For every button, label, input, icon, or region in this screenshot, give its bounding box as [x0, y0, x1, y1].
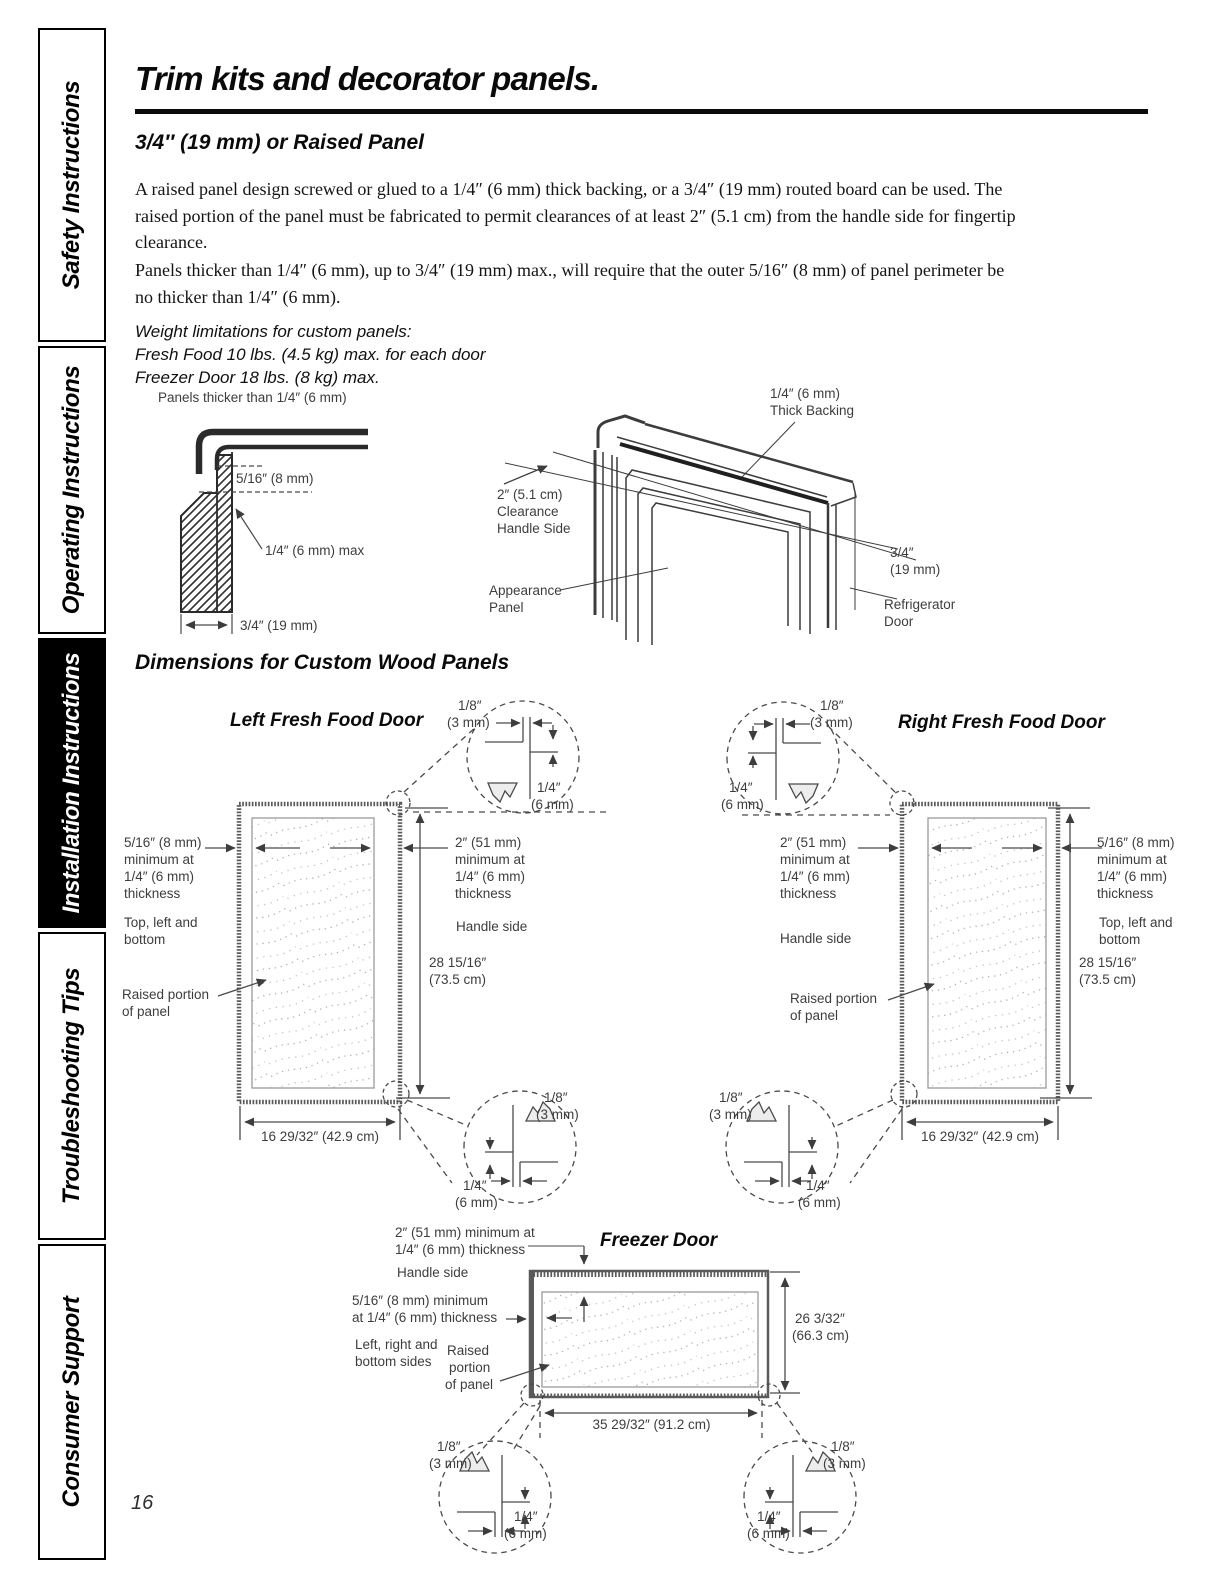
- left-door-2in-line4: thickness: [455, 886, 512, 901]
- freezer-left-callout-18: 1/8″: [437, 1439, 461, 1454]
- freezer-516-line1: 5/16″ (8 mm) minimum: [352, 1293, 489, 1308]
- right-bottom-callout-14: 1/4″: [806, 1178, 830, 1193]
- persp-refrigerator-line2: Door: [884, 614, 914, 629]
- sidebar-tab-label: Operating Instructions: [58, 365, 85, 615]
- left-door-width: 16 29/32″ (42.9 cm): [260, 1129, 380, 1144]
- right-top-callout-18: 1/8″: [820, 698, 844, 713]
- xsec-dim-34: 3/4″ (19 mm): [240, 618, 318, 633]
- freezer-left-callout-6mm: (6 mm): [504, 1526, 547, 1541]
- left-top-callout-18: 1/8″: [458, 698, 482, 713]
- sidebar-tab-label: Troubleshooting Tips: [58, 967, 85, 1205]
- weight-freezer: Freezer Door 18 lbs. (8 kg) max.: [135, 368, 380, 387]
- freezer-height-line2: (66.3 cm): [792, 1328, 850, 1343]
- right-top-callout-14: 1/4″: [729, 780, 753, 795]
- sidebar-tab-label: Consumer Support: [58, 1296, 85, 1508]
- right-door-height-line1: 28 15/16″: [1079, 955, 1137, 970]
- left-door-2in-line1: 2″ (51 mm): [455, 835, 522, 850]
- left-door-raised-line2: of panel: [122, 1004, 171, 1019]
- freezer-left-callout-14: 1/4″: [514, 1509, 538, 1524]
- right-door-2in-line1: 2″ (51 mm): [780, 835, 847, 850]
- persp-backing-line1: 1/4″ (6 mm): [770, 386, 841, 401]
- freezer-right-callout-6mm: (6 mm): [747, 1526, 790, 1541]
- left-bottom-callout-18: 1/8″: [544, 1090, 568, 1105]
- persp-clearance-line2: Clearance: [497, 504, 559, 519]
- sidebar-tab-operating: [38, 346, 106, 634]
- left-bottom-callout-3mm: (3 mm): [536, 1107, 579, 1122]
- persp-appearance-line1: Appearance: [489, 583, 562, 598]
- freezer-2in-line1: 2″ (51 mm) minimum at: [395, 1225, 535, 1240]
- right-top-callout-3mm: (3 mm): [810, 715, 853, 730]
- body-paragraph-1: A raised panel design screwed or glued to a 1/4″ (6 mm) thick backing, or a 3/4″ (19 mm) routed board can be used. The raised portion of the panel must be fabricated to permit clearances of at least 2″ (5.1 cm) from the handle side for fingertip clearance.: [135, 179, 1016, 252]
- left-door-516-line3: 1/4″ (6 mm): [124, 869, 195, 884]
- freezer-right-callout-14: 1/4″: [757, 1509, 781, 1524]
- left-door-tlb-line1: Top, left and: [124, 915, 198, 930]
- freezer-raised-line3: of panel: [445, 1377, 494, 1392]
- left-bottom-callout-14: 1/4″: [463, 1178, 487, 1193]
- right-door-516-line4: thickness: [1097, 886, 1154, 901]
- left-bottom-callout-6mm: (6 mm): [455, 1195, 498, 1210]
- right-door-title: Right Fresh Food Door: [898, 712, 1105, 733]
- right-door-tlb-line1: Top, left and: [1099, 915, 1173, 930]
- sidebar-tab-label: Safety Instructions: [58, 80, 85, 290]
- left-top-callout-3mm: (3 mm): [447, 715, 490, 730]
- left-door-raised-line1: Raised portion: [122, 987, 210, 1002]
- freezer-door-diagram: [439, 1246, 856, 1553]
- persp-backing-line2: Thick Backing: [770, 403, 855, 418]
- freezer-516-line2: at 1/4″ (6 mm) thickness: [352, 1310, 498, 1325]
- freezer-2in-line2: 1/4″ (6 mm) thickness: [395, 1242, 526, 1257]
- weight-fresh-food: Fresh Food 10 lbs. (4.5 kg) max. for each door: [135, 345, 486, 364]
- right-door-2in-line4: thickness: [780, 886, 837, 901]
- right-top-callout-6mm: (6 mm): [721, 797, 764, 812]
- right-door-raised-line1: Raised portion: [790, 991, 878, 1006]
- weight-limitations-title: Weight limitations for custom panels:: [135, 322, 412, 341]
- left-door-handle-side: Handle side: [456, 919, 528, 934]
- sidebar-tab-consumer: [38, 1244, 106, 1560]
- freezer-door-title: Freezer Door: [600, 1230, 718, 1251]
- right-bottom-callout-3mm: (3 mm): [709, 1107, 752, 1122]
- right-door-raised-line2: of panel: [790, 1008, 839, 1023]
- left-top-callout-6mm: (6 mm): [531, 797, 574, 812]
- xsec-dim-516: 5/16″ (8 mm): [236, 471, 314, 486]
- left-door-2in-line2: minimum at: [455, 852, 525, 867]
- page-number: 16: [131, 1492, 154, 1514]
- cross-section-diagram: [181, 432, 368, 634]
- persp-clearance-line3: Handle Side: [497, 521, 571, 536]
- left-top-callout-14: 1/4″: [537, 780, 561, 795]
- right-bottom-callout-6mm: (6 mm): [798, 1195, 841, 1210]
- left-door-516-line4: thickness: [124, 886, 181, 901]
- persp-appearance-line2: Panel: [489, 600, 524, 615]
- sidebar-tab-troubleshooting: [38, 932, 106, 1240]
- xsec-caption: Panels thicker than 1/4″ (6 mm): [158, 390, 347, 405]
- right-door-516-line2: minimum at: [1097, 852, 1167, 867]
- left-door-tlb-line2: bottom: [124, 932, 166, 947]
- right-door-height-line2: (73.5 cm): [1079, 972, 1137, 987]
- freezer-height-line1: 26 3/32″: [795, 1311, 845, 1326]
- dimensions-heading: Dimensions for Custom Wood Panels: [135, 651, 510, 674]
- left-door-height-line2: (73.5 cm): [429, 972, 487, 987]
- freezer-handle-side: Handle side: [397, 1265, 469, 1280]
- right-door-2in-line3: 1/4″ (6 mm): [780, 869, 851, 884]
- section-subtitle: 3/4″ (19 mm) or Raised Panel: [135, 131, 425, 154]
- persp-refrigerator-line1: Refrigerator: [884, 597, 956, 612]
- left-door-height-line1: 28 15/16″: [429, 955, 487, 970]
- right-door-tlb-line2: bottom: [1099, 932, 1141, 947]
- right-door-width: 16 29/32″ (42.9 cm): [920, 1129, 1040, 1144]
- left-door-516-line2: minimum at: [124, 852, 194, 867]
- right-door-516-line3: 1/4″ (6 mm): [1097, 869, 1168, 884]
- persp-clearance-line1: 2″ (5.1 cm): [497, 487, 563, 502]
- left-door-2in-line3: 1/4″ (6 mm): [455, 869, 526, 884]
- sidebar-tab-installation: [38, 638, 106, 928]
- left-door-title: Left Fresh Food Door: [230, 710, 424, 731]
- page-title: Trim kits and decorator panels.: [135, 60, 600, 97]
- persp-thickness-line1: 3/4″: [890, 545, 914, 560]
- sidebar-tab-safety: [38, 28, 106, 342]
- freezer-lrb-line2: bottom sides: [355, 1354, 432, 1369]
- freezer-right-callout-18: 1/8″: [831, 1439, 855, 1454]
- freezer-raised-line1: Raised: [447, 1343, 490, 1358]
- title-rule: [135, 109, 1148, 114]
- sidebar-tab-label: Installation Instructions: [58, 652, 85, 914]
- right-door-handle-side: Handle side: [780, 931, 852, 946]
- freezer-raised-line2: portion: [449, 1360, 491, 1375]
- freezer-width: 35 29/32″ (91.2 cm): [592, 1417, 711, 1432]
- right-door-516-line1: 5/16″ (8 mm): [1097, 835, 1175, 850]
- xsec-dim-14max: 1/4″ (6 mm) max: [265, 543, 365, 558]
- left-door-516-line1: 5/16″ (8 mm): [124, 835, 202, 850]
- freezer-right-callout-3mm: (3 mm): [823, 1456, 866, 1471]
- persp-thickness-line2: (19 mm): [890, 562, 941, 577]
- freezer-lrb-line1: Left, right and: [355, 1337, 438, 1352]
- right-bottom-callout-18: 1/8″: [719, 1090, 743, 1105]
- freezer-left-callout-3mm: (3 mm): [429, 1456, 472, 1471]
- body-paragraph-2: Panels thicker than 1/4″ (6 mm), up to 3/4″ (19 mm) max., will require that the outer 5/16″ (8 mm) of panel perimeter be no thicker than 1/4″ (6 mm).: [135, 260, 1005, 307]
- right-door-2in-line2: minimum at: [780, 852, 850, 867]
